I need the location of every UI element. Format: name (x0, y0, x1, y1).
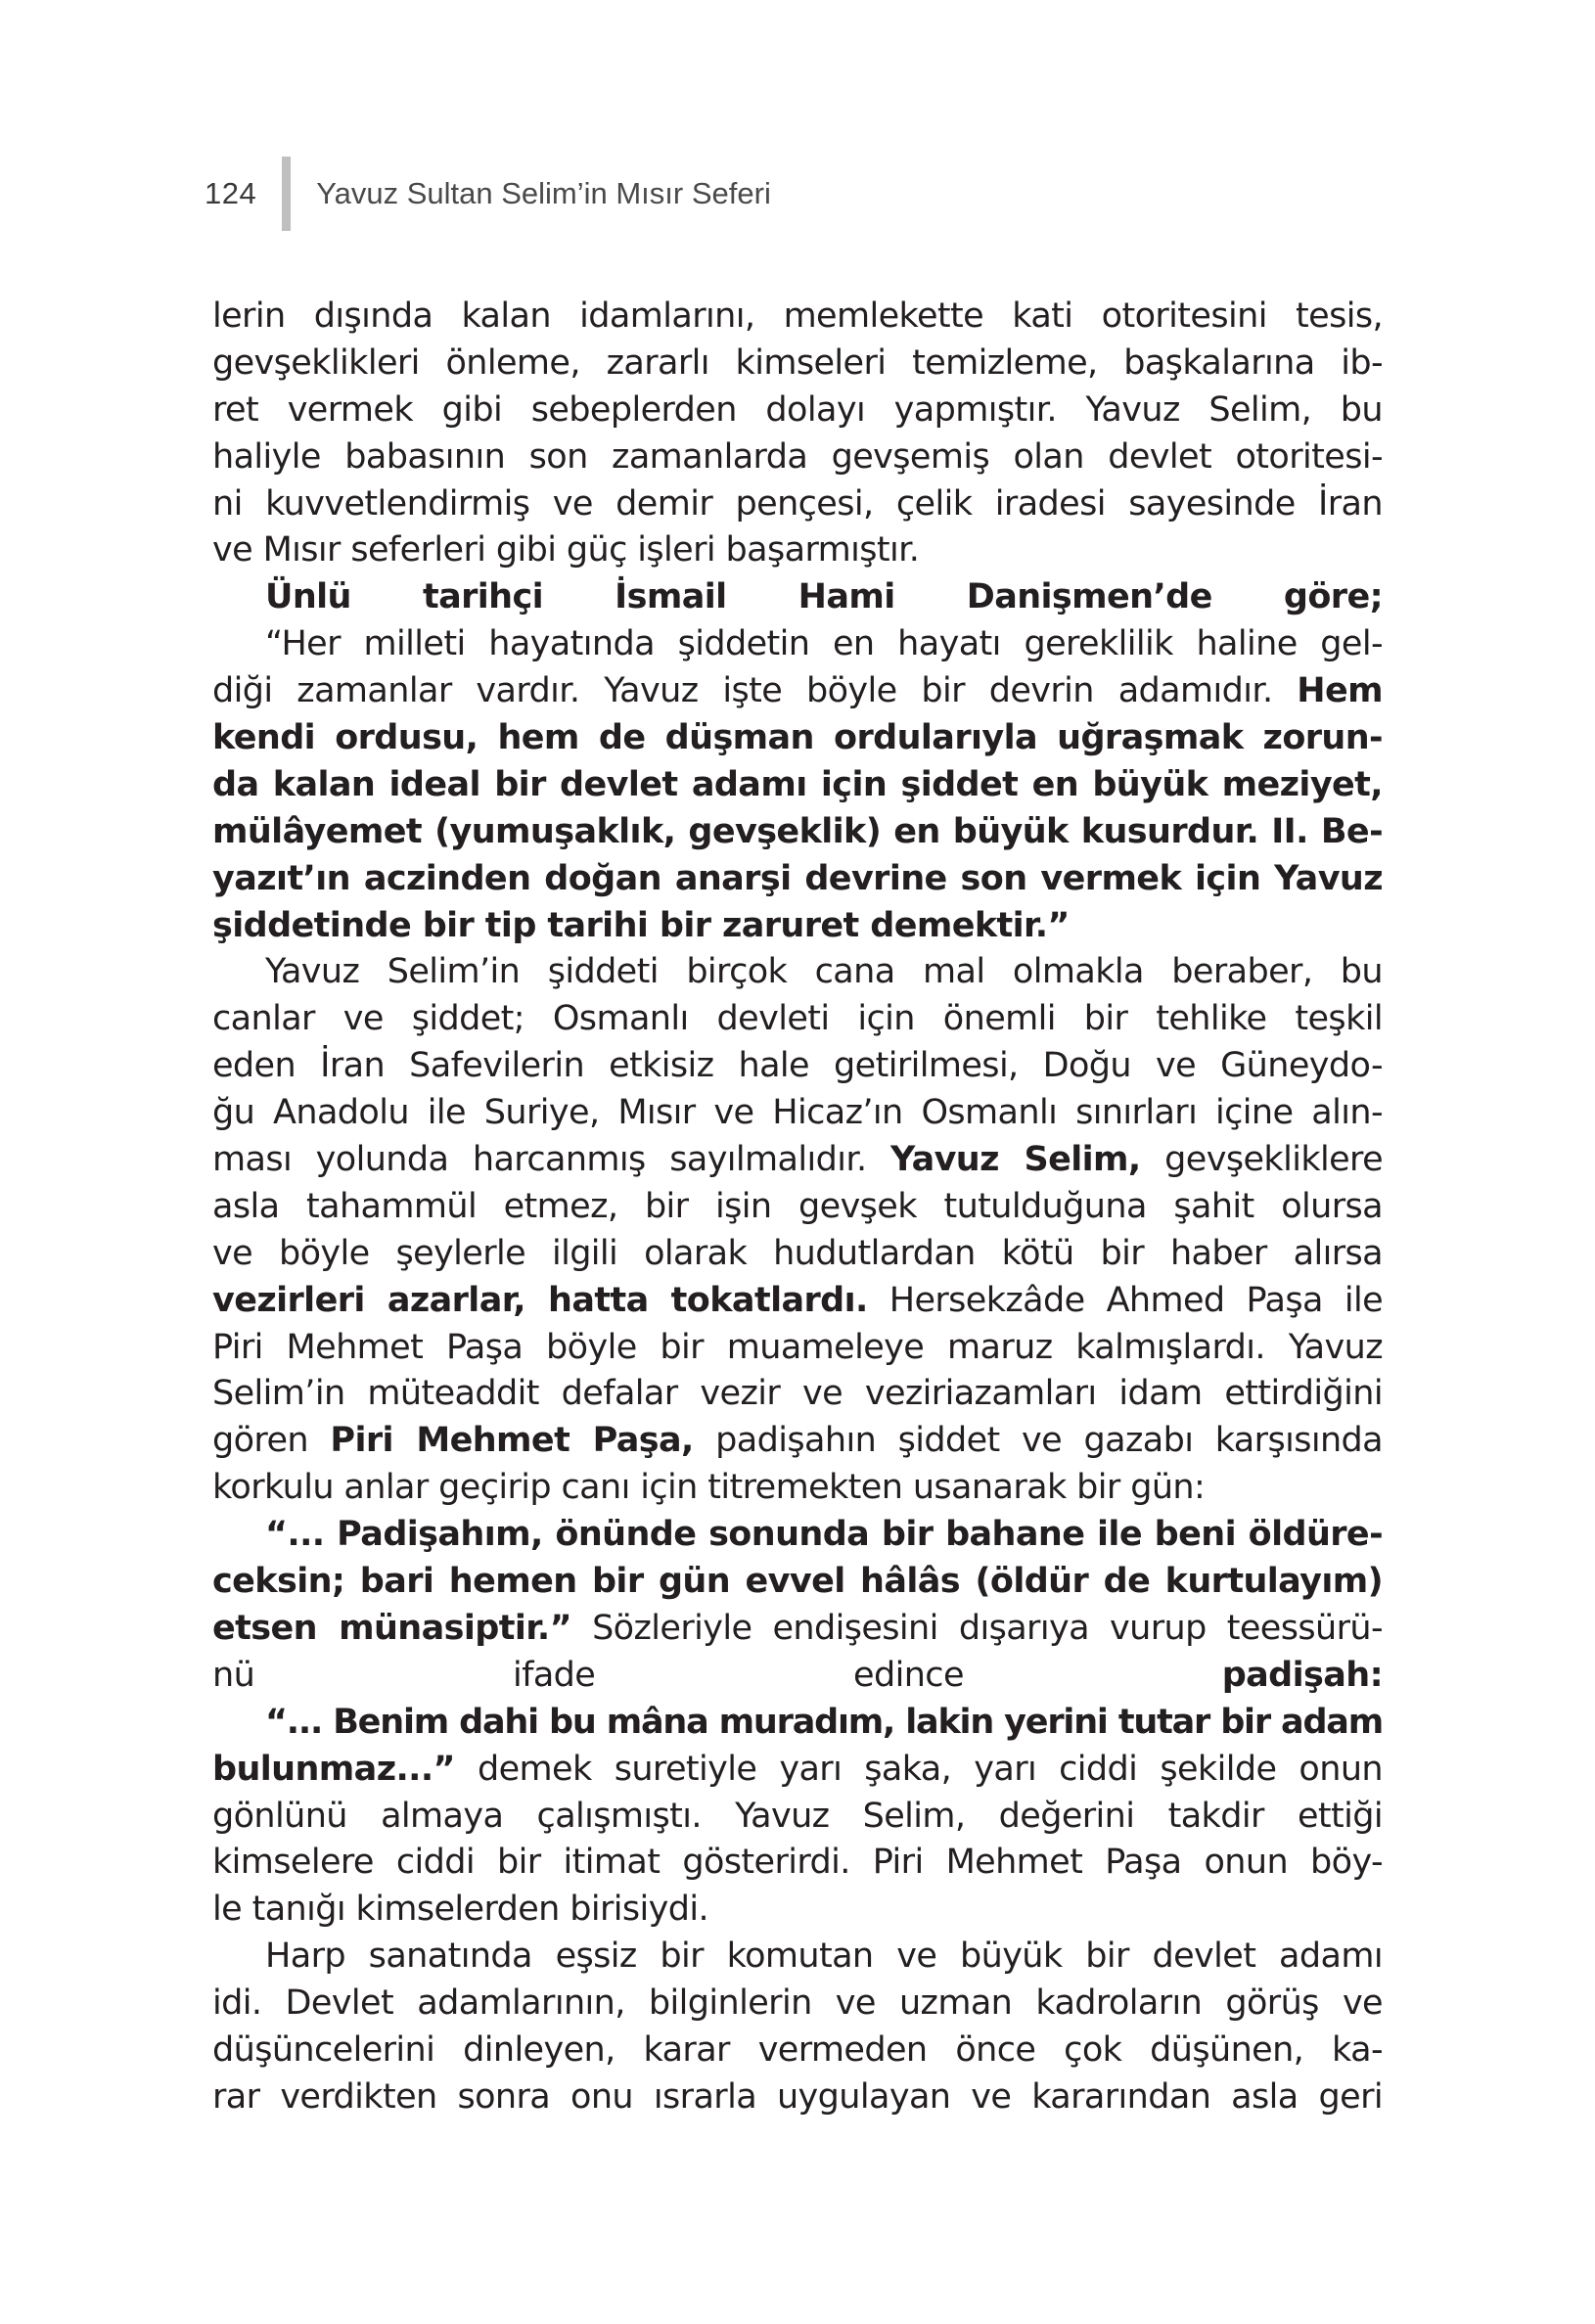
text-line (212, 527, 1383, 574)
bold-text-span: Ünlü tarihçi İsmail Hami Danişmen’de göre; (265, 577, 1383, 617)
text-line (212, 341, 1383, 387)
text-span: Hersekzâde Ahmed Paşa ile (867, 1280, 1384, 1320)
text-span: korkulu anlar geçirip canı için titremekten usanarak bir gün: (212, 1468, 1206, 1508)
text-line (212, 481, 1383, 528)
text-span: Harp sanatında eşsiz bir komutan ve büyük bir devlet adamı (265, 1937, 1383, 1977)
text-line (212, 996, 1383, 1043)
text-line (212, 434, 1383, 481)
bold-text-span: şiddetinde bir tip tarihi bir zaruret demektir.” (212, 905, 1070, 945)
text-line (212, 903, 1383, 950)
text-line (212, 1184, 1383, 1231)
text-span: padişahın şiddet ve gazabı karşısında (693, 1421, 1384, 1461)
text-span: kimselere ciddi bir itimat gösterirdi. Piri Mehmet Paşa onun böy- (212, 1843, 1383, 1883)
text-span: gevşeklikleri önleme, zararlı kimseleri temizleme, başkalarına ib- (212, 342, 1383, 383)
text-span: le tanığı kimselerden birisiydi. (212, 1890, 709, 1930)
text-span: gören (212, 1421, 331, 1461)
text-line (212, 1465, 1383, 1512)
text-span: Selim’in müteaddit defalar vezir ve veziriazamları idam ettirdiğini (212, 1374, 1383, 1414)
text-line (212, 1371, 1383, 1418)
bold-text-span: vezirleri azarlar, hatta tokatlardı. (212, 1280, 868, 1320)
text-line (212, 1278, 1383, 1325)
text-line (212, 574, 1383, 621)
text-line (212, 762, 1383, 809)
bold-text-span: yazıt’ın aczinden doğan anarşi devrine son vermek için Yavuz (212, 858, 1383, 898)
running-header (205, 155, 771, 233)
bold-text-span: padişah: (1221, 1655, 1383, 1695)
text-span: nü ifade edince (212, 1655, 1222, 1695)
text-span: ret vermek gibi sebeplerden dolayı yapmıştır. Yavuz Selim, bu (212, 389, 1383, 430)
text-span: lerin dışında kalan idamlarını, memlekette kati otoritesini tesis, (212, 296, 1383, 336)
text-span: Sözleriyle endişesini dışarıya vurup teessürü- (571, 1608, 1383, 1648)
text-span: asla tahammül etmez, bir işin gevşek tutulduğuna şahit olursa (212, 1186, 1383, 1226)
text-line (212, 1043, 1383, 1090)
text-line (212, 715, 1383, 762)
text-span: ğu Anadolu ile Suriye, Mısır ve Hicaz’ın Osmanlı sınırları içine alın- (212, 1093, 1383, 1133)
body-text (212, 294, 1383, 2121)
bold-text-span: da kalan ideal bir devlet adamı için şiddet en büyük meziyet, (212, 764, 1383, 804)
text-span: ni kuvvetlendirmiş ve demir pençesi, çelik iradesi sayesinde İran (212, 483, 1383, 524)
text-span: rar verdikten sonra onu ısrarla uygulayan ve kararından asla geri (212, 2076, 1383, 2117)
text-line (212, 2028, 1383, 2074)
text-line (212, 1700, 1383, 1747)
text-line (212, 1090, 1383, 1137)
text-span: gönlünü almaya çalışmıştı. Yavuz Selim, değerini takdir ettiği (212, 1796, 1383, 1836)
text-span: diği zamanlar vardır. Yavuz işte böyle bir devrin adamıdır. (212, 671, 1298, 711)
bold-text-span: kendi ordusu, hem de düşman ordularıyla uğraşmak zorun- (212, 718, 1383, 758)
text-span: Yavuz Selim’in şiddeti birçok cana mal olmakla beraber, bu (265, 952, 1383, 992)
bold-text-span: etsen münasiptir.” (212, 1608, 571, 1648)
bold-text-span: “... Padişahım, önünde sonunda bir bahane ile beni öldüre- (265, 1515, 1383, 1555)
text-span: ve böyle şeylerle ilgili olarak hudutlardan kötü bir haber alırsa (212, 1233, 1383, 1273)
text-span: düşüncelerini dinleyen, karar vermeden önce çok düşünen, ka- (212, 2029, 1383, 2070)
text-line (212, 1231, 1383, 1278)
text-line (212, 387, 1383, 434)
text-line (212, 1512, 1383, 1559)
text-span: haliyle babasının son zamanlarda gevşemiş olan devlet otoritesi- (212, 436, 1383, 477)
text-line (212, 809, 1383, 856)
bold-text-span: ceksin; bari hemen bir gün evvel hâlâs (öldür de kurtulayım) (212, 1562, 1383, 1602)
header-divider (282, 157, 291, 231)
text-line (212, 1934, 1383, 1981)
text-line (212, 1887, 1383, 1934)
text-line (212, 1653, 1383, 1700)
bold-text-span: “... Benim dahi bu mâna muradım, lakin yerini tutar bir adam (265, 1702, 1383, 1742)
text-span: ve Mısır seferleri gibi güç işleri başarmıştır. (212, 530, 920, 570)
bold-text-span: Piri Mehmet Paşa, (330, 1421, 694, 1461)
text-line (212, 1559, 1383, 1606)
text-span: canlar ve şiddet; Osmanlı devleti için önemli bir tehlike teşkil (212, 999, 1383, 1039)
text-line (212, 1137, 1383, 1184)
text-line (212, 1840, 1383, 1887)
bold-text-span: bulunmaz...” (212, 1749, 455, 1789)
text-span: Piri Mehmet Paşa böyle bir muameleye maruz kalmışlardı. Yavuz (212, 1327, 1383, 1367)
text-line (212, 294, 1383, 341)
bold-text-span: mülâyemet (yumuşaklık, gevşeklik) en büyük kusurdur. II. Be- (212, 811, 1383, 851)
text-line (212, 1747, 1383, 1794)
text-line (212, 1606, 1383, 1653)
text-line (212, 1418, 1383, 1465)
text-span: gevşekliklere (1140, 1140, 1384, 1180)
bold-text-span: Hem (1297, 671, 1383, 711)
text-line (212, 1794, 1383, 1841)
running-title: Yavuz Sultan Selim’in Mısır Seferi (316, 176, 771, 210)
page-number: 124 (205, 176, 257, 210)
text-line (212, 1325, 1383, 1372)
text-span: “Her milleti hayatında şiddetin en hayatı gereklilik haline gel- (265, 624, 1383, 664)
text-line (212, 856, 1383, 903)
text-line (212, 1981, 1383, 2028)
text-span: eden İran Safevilerin etkisiz hale getirilmesi, Doğu ve Güneydo- (212, 1046, 1383, 1086)
text-line (212, 2074, 1383, 2121)
text-span: demek suretiyle yarı şaka, yarı ciddi şekilde onun (454, 1749, 1383, 1789)
text-line (212, 668, 1383, 715)
text-line (212, 949, 1383, 996)
text-span: idi. Devlet adamlarının, bilginlerin ve uzman kadroların görüş ve (212, 1983, 1383, 2024)
text-line (212, 621, 1383, 668)
bold-text-span: Yavuz Selim, (890, 1140, 1141, 1180)
text-span: ması yolunda harcanmış sayılmalıdır. (212, 1140, 891, 1180)
